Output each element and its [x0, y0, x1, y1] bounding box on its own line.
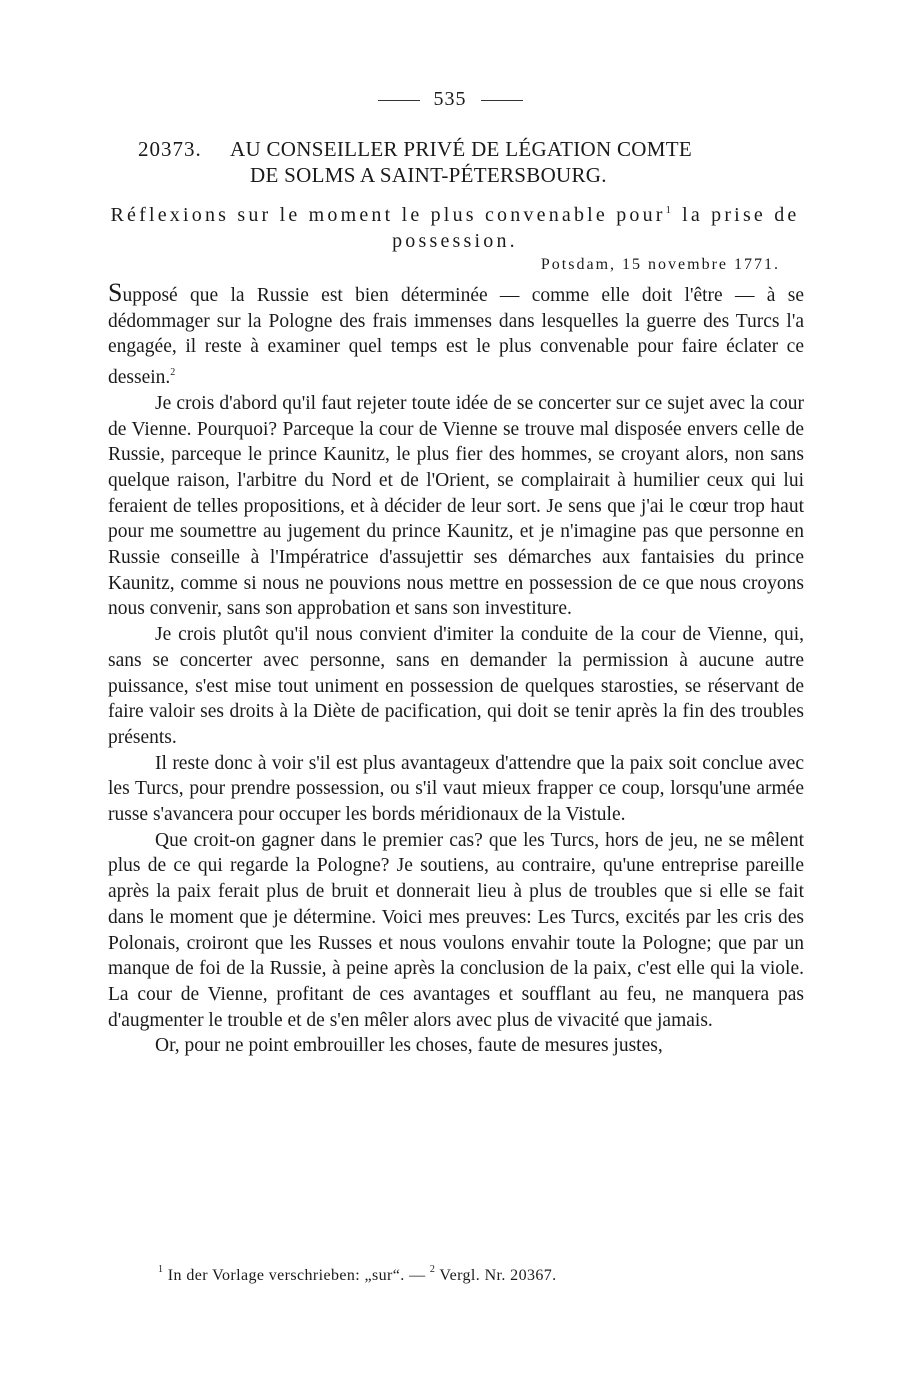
- subtitle-text-end: la prise de possession.: [392, 204, 800, 252]
- footnote-mark-2: 2: [170, 367, 176, 379]
- paragraph-5: Que croit-on gagner dans le premier cas? que les Turcs, hors de jeu, ne se mêlent plus de ce qui regarde la Pologne? Je soutiens, au contraire, qu'une entreprise pareille après la paix ferait plus de bruit et donnerait lieu à plus de troubles que si elle se fait dans le moment que je détermine. Voici mes preuves: Les Turcs, excités par les cris des Polonais, croiront que les Russes et nous voulons envahir toute la Pologne; que par un manque de foi de la Russie, à peine après la conclusion de la paix, c'est elle qui la viole. La cour de Vienne, profitant de ces avantages et soufflant au feu, ne manquera pas d'augmenter le trouble et de s'en mêler alors avec plus de vivacité que jamais.: [108, 829, 804, 1031]
- page-number-line: [0, 88, 900, 111]
- footnote-1-text: In der Vorlage verschrieben: „sur“. —: [163, 1267, 430, 1284]
- heading-line-2: DE SOLMS A SAINT-PÉTERSBOURG.: [250, 163, 607, 187]
- footnote-2-mark: 2: [429, 1264, 436, 1275]
- footnote-1-mark: 1: [158, 1264, 164, 1275]
- dateline: Potsdam, 15 novembre 1771.: [540, 256, 780, 273]
- paragraph-3: Je crois plutôt qu'il nous convient d'imiter la conduite de la cour de Vienne, qui, sans se concerter avec personne, sans en demander la permission à aucune autre puissance, s'est mise tout uniment en possession de quelques starosties, se réservant de faire valoir ses droits à la Diète de pacification, qui doit se tenir après la fin des troubles présents.: [108, 624, 804, 748]
- footnote-mark-1: 1: [665, 205, 674, 216]
- right-rule: [481, 100, 523, 101]
- subtitle-text: Réflexions sur le moment le plus convenable pour: [110, 204, 666, 226]
- footnote-2-text: Vergl. Nr. 20367.: [435, 1267, 557, 1284]
- paragraph-1: [108, 280, 804, 391]
- paragraph-6: Or, pour ne point embrouiller les choses, faute de mesures justes,: [155, 1035, 663, 1057]
- drop-cap: S: [108, 278, 123, 307]
- letter-subtitle: [110, 198, 800, 254]
- document-number: 20373.: [138, 137, 202, 161]
- paragraph-1-text: upposé que la Russie est bien déterminée — comme elle doit l'être — à se dédommager sur la Pologne des frais immenses dans lesquelles la guerre des Turcs l'a engagée, il reste à examiner quel temps est le plus convenable pour faire éclater ce dessein.: [108, 285, 804, 389]
- letter-body: [108, 280, 804, 1059]
- paragraph-2: Je crois d'abord qu'il faut rejeter toute idée de se concerter sur ce sujet avec la cour de Vienne. Pourquoi? Parceque la cour de Vienne se trouve mal disposée envers celle de Russie, parceque le prince Kaunitz, le plus fier des hommes, se croyant alors, non sans quelque raison, l'arbitre du Nord et de l'Orient, se complairait à humilier ceux qui lui feraient de telles propositions, et à décider de leur sort. Je sens que j'ai le cœur trop haut pour me soumettre au jugement du prince Kaunitz, et je n'imagine pas que personne en Russie conseille à l'Impératrice d'assujettir ses démarches aux fantaisies du prince Kaunitz, comme si nous ne pouvions nous mettre en possession de ce que nous croyons nous convenir, sans son approbation et sans son investiture.: [108, 392, 804, 620]
- left-rule: [378, 100, 420, 101]
- paragraph-4: Il reste donc à voir s'il est plus avantageux d'attendre que la paix soit conclue avec les Turcs, pour prendre possession, ou s'il vaut mieux frapper ce coup, lorsqu'une armée russe s'avancera pour occuper les bords méridionaux de la Vistule.: [108, 752, 804, 826]
- page-number: 535: [433, 88, 467, 110]
- footnotes: [158, 1264, 778, 1285]
- heading-line-1: AU CONSEILLER PRIVÉ DE LÉGATION COMTE: [230, 137, 692, 161]
